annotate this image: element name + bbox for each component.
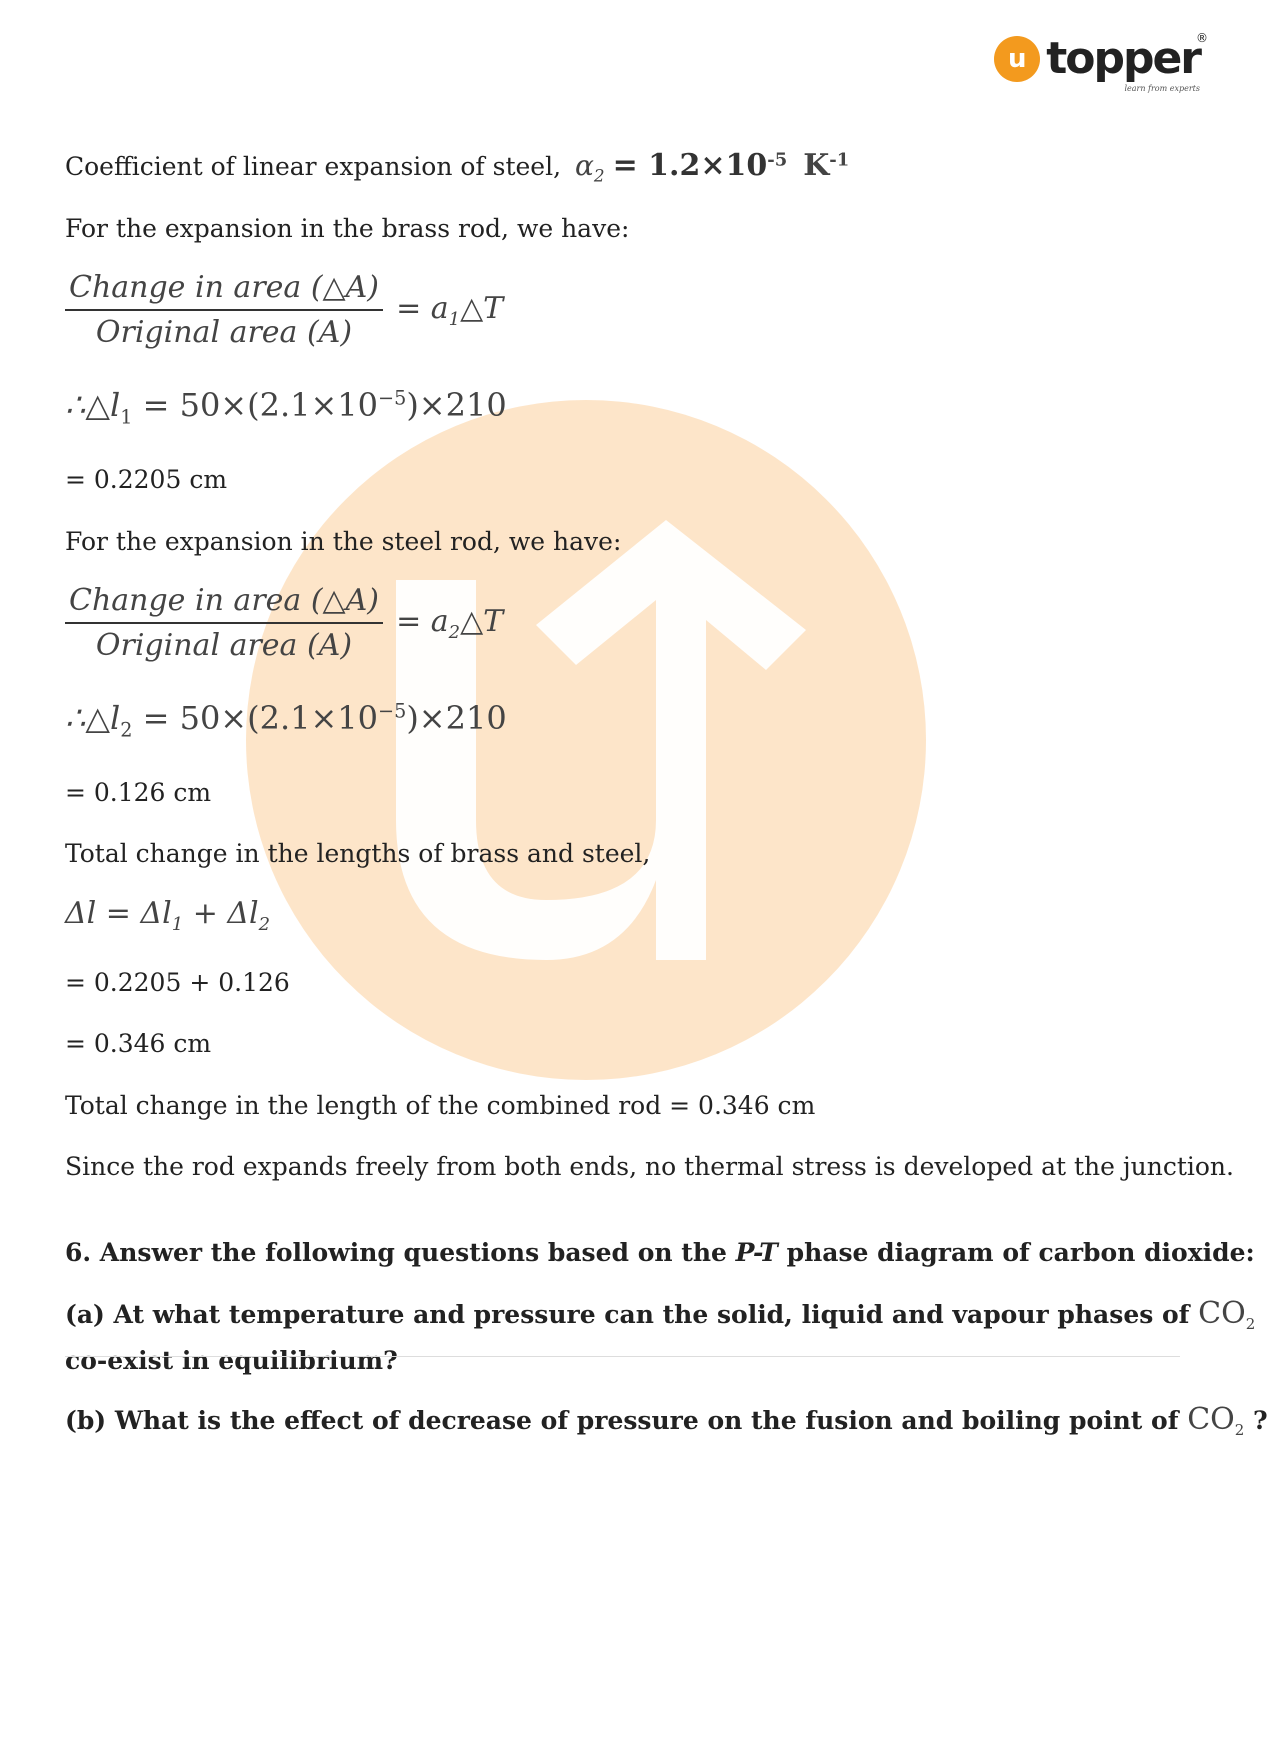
conclusion: Since the rod expands freely from both ends, no thermal stress is developed at the junction. (65, 1152, 1234, 1181)
combined-result: Total change in the length of the combined rod = 0.346 cm (65, 1091, 816, 1120)
brand-logo (994, 31, 1208, 93)
steel-intro: For the expansion in the steel rod, we have: (65, 527, 622, 556)
fraction-denominator: Original area (A) (95, 628, 353, 663)
brass-intro: For the expansion in the brass rod, we have: (65, 214, 630, 243)
total-intro: Total change in the lengths of brass and steel, (65, 839, 651, 868)
section-divider (65, 1356, 1180, 1357)
sum-line: = 0.2205 + 0.126 (65, 968, 290, 997)
coefficient-label: Coefficient of linear expansion of steel, (65, 152, 562, 181)
question-6: 6. Answer the following questions based on the P-T phase diagram of carbon dioxide: (65, 1238, 1255, 1267)
brass-result: = 0.2205 cm (65, 465, 228, 494)
fraction-numerator: Change in area (△A) (65, 270, 383, 311)
fraction-numerator: Change in area (△A) (65, 583, 383, 624)
steel-calculation: $\therefore\triangle l_2 = 50\times(2.1\times 10^{-5})\times 210$ (65, 699, 507, 742)
question-6a: (a) At what temperature and pressure can the solid, liquid and vapour phases of $CO_2$ (65, 1296, 1256, 1333)
registered-mark: ® (1196, 31, 1208, 45)
question-6a-line2: co-exist in equilibrium? (65, 1346, 398, 1375)
fraction-denominator: Original area (A) (95, 315, 353, 350)
steel-result: = 0.126 cm (65, 778, 212, 807)
coefficient-value: = 1.2×10 (612, 148, 768, 183)
logo-text: topper (1046, 33, 1200, 84)
brass-fraction-equation: $\frac{\text{Change in area (△A)}}{\text{Original area (A)}}$ = $a_1\triangle T$ (65, 270, 503, 350)
coefficient-line: Coefficient of linear expansion of steel, $\alpha_2 = 1.2\times 10^{-5}$ $K^{-1}$ (65, 148, 850, 186)
steel-fraction-equation: $\frac{\text{Change in area (△A)}}{\text{Original area (A)}}$ = $a_2\triangle T$ (65, 583, 503, 663)
delta-equation: $\Delta l = \Delta l_1 + \Delta l_2$ (65, 896, 271, 935)
logo-tagline: learn from experts (1124, 84, 1200, 93)
sum-result: = 0.346 cm (65, 1029, 212, 1058)
brass-calculation: $\therefore\triangle l_1 = 50\times(2.1\times 10^{-5})\times 210$ (65, 386, 507, 429)
u-arrow-icon: u (994, 36, 1040, 82)
question-6b: (b) What is the effect of decrease of pressure on the fusion and boiling point of $CO_2$ ? (65, 1402, 1268, 1439)
